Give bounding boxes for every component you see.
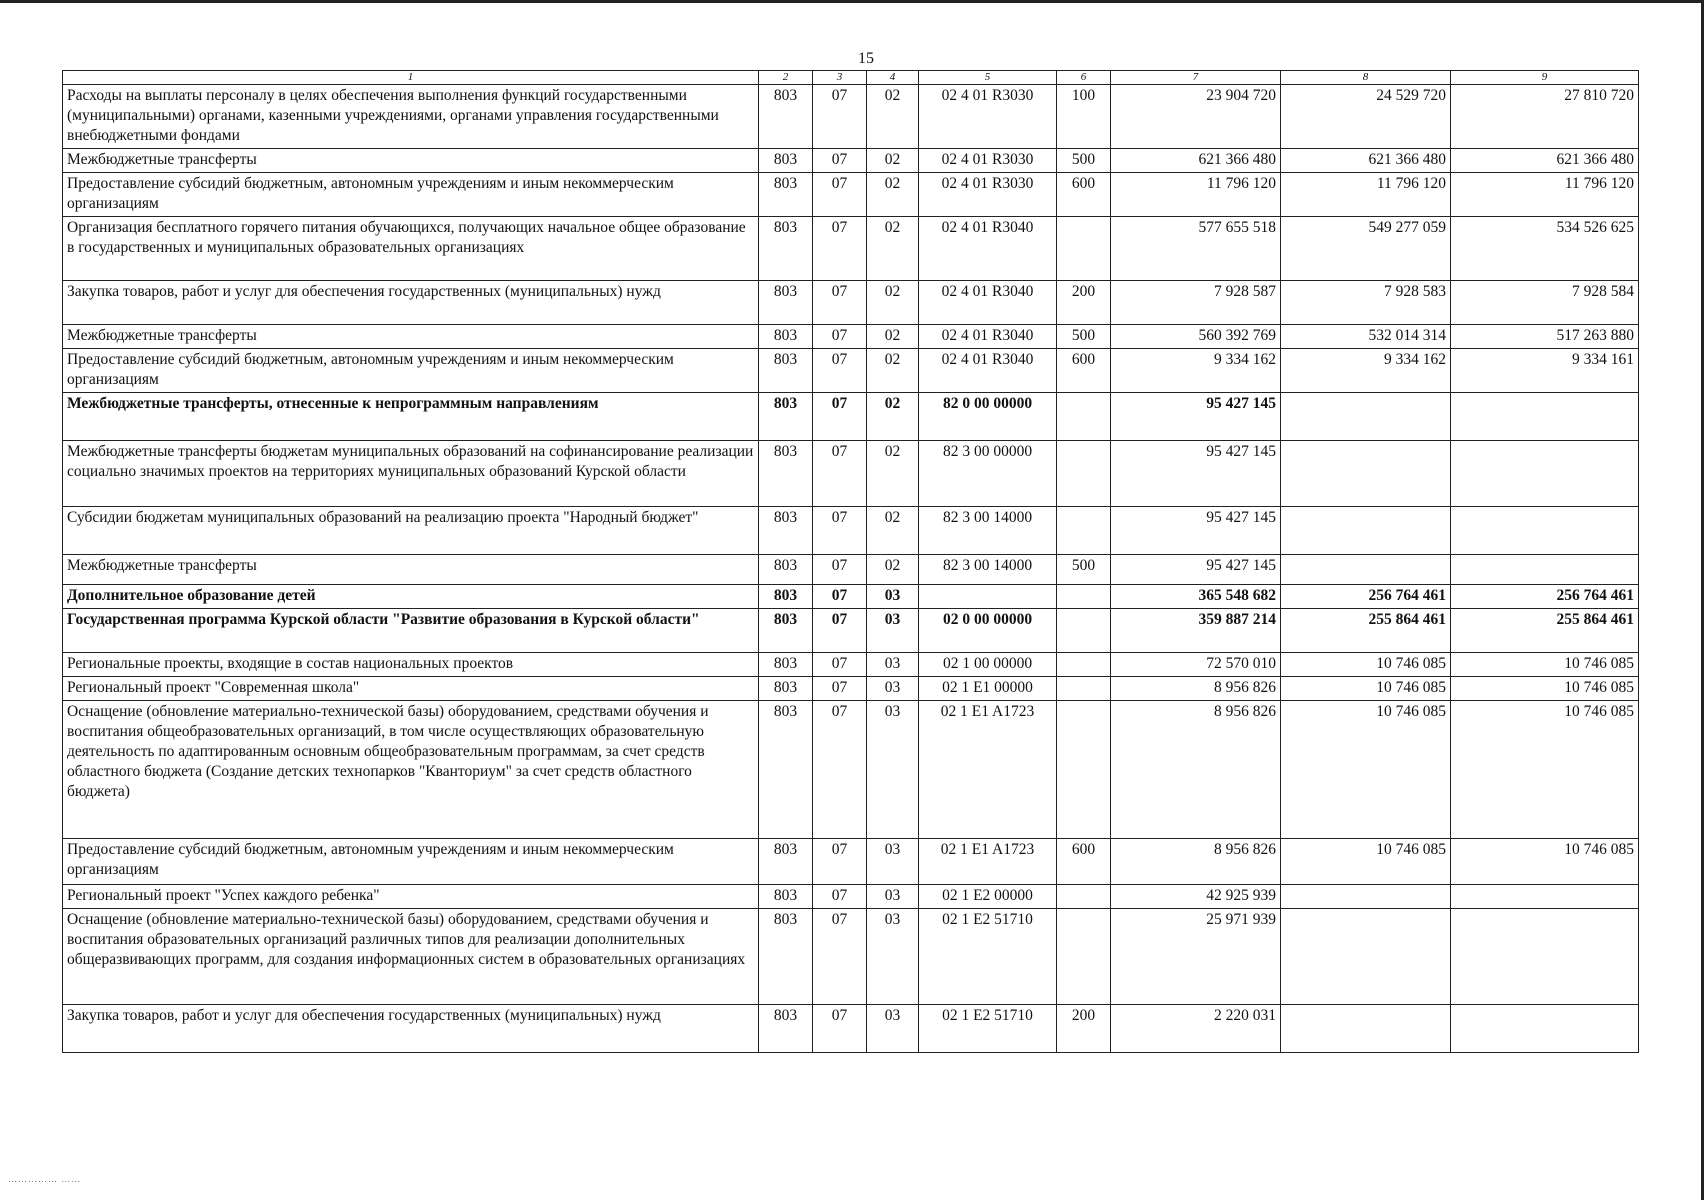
row-subsection-code: 03 xyxy=(867,585,919,609)
row-department-code: 803 xyxy=(759,85,813,149)
row-subsection-code: 02 xyxy=(867,349,919,393)
table-row xyxy=(63,585,1639,609)
row-amount-col7: 359 887 214 xyxy=(1111,609,1281,653)
table-row xyxy=(63,839,1639,885)
row-target-article: 02 4 01 R3040 xyxy=(919,325,1057,349)
row-section-code: 07 xyxy=(813,1005,867,1053)
row-amount-col8: 255 864 461 xyxy=(1281,609,1451,653)
row-amount-col7: 25 971 939 xyxy=(1111,909,1281,1005)
table-row xyxy=(63,217,1639,281)
page-number: 15 xyxy=(858,50,874,67)
row-section-code: 07 xyxy=(813,173,867,217)
row-amount-col7: 95 427 145 xyxy=(1111,555,1281,585)
row-target-article: 02 1 00 00000 xyxy=(919,653,1057,677)
row-amount-col7: 23 904 720 xyxy=(1111,85,1281,149)
row-description: Предоставление субсидий бюджетным, автономным учреждениям и иным некоммерческим организациям xyxy=(63,349,759,393)
row-amount-col8 xyxy=(1281,507,1451,555)
scan-footer-mark: …………… …… xyxy=(8,1174,82,1184)
table-row xyxy=(63,653,1639,677)
row-department-code: 803 xyxy=(759,507,813,555)
row-target-article: 02 4 01 R3030 xyxy=(919,173,1057,217)
row-target-article: 02 1 E1 00000 xyxy=(919,677,1057,701)
row-description: Предоставление субсидий бюджетным, автономным учреждениям и иным некоммерческим организациям xyxy=(63,173,759,217)
row-subsection-code: 03 xyxy=(867,885,919,909)
row-amount-col7: 621 366 480 xyxy=(1111,149,1281,173)
row-amount-col9 xyxy=(1451,441,1639,507)
row-amount-col9 xyxy=(1451,555,1639,585)
row-section-code: 07 xyxy=(813,149,867,173)
row-amount-col8: 621 366 480 xyxy=(1281,149,1451,173)
budget-table-container xyxy=(62,70,1638,1053)
row-expense-type xyxy=(1057,217,1111,281)
row-target-article: 02 1 E2 51710 xyxy=(919,909,1057,1005)
row-department-code: 803 xyxy=(759,653,813,677)
table-row xyxy=(63,701,1639,839)
row-amount-col8: 24 529 720 xyxy=(1281,85,1451,149)
row-amount-col9: 11 796 120 xyxy=(1451,173,1639,217)
row-amount-col9: 256 764 461 xyxy=(1451,585,1639,609)
row-section-code: 07 xyxy=(813,217,867,281)
row-section-code: 07 xyxy=(813,653,867,677)
row-section-code: 07 xyxy=(813,839,867,885)
row-subsection-code: 02 xyxy=(867,281,919,325)
row-target-article: 82 3 00 14000 xyxy=(919,507,1057,555)
column-number-2: 2 xyxy=(759,71,813,85)
row-amount-col7: 560 392 769 xyxy=(1111,325,1281,349)
row-subsection-code: 02 xyxy=(867,507,919,555)
row-amount-col8: 532 014 314 xyxy=(1281,325,1451,349)
table-row xyxy=(63,325,1639,349)
row-description: Закупка товаров, работ и услуг для обеспечения государственных (муниципальных) нужд xyxy=(63,1005,759,1053)
row-description: Межбюджетные трансферты xyxy=(63,149,759,173)
row-amount-col7: 8 956 826 xyxy=(1111,839,1281,885)
row-expense-type xyxy=(1057,507,1111,555)
column-number-9: 9 xyxy=(1451,71,1639,85)
row-department-code: 803 xyxy=(759,701,813,839)
row-description: Региональный проект "Успех каждого ребенка" xyxy=(63,885,759,909)
row-description: Закупка товаров, работ и услуг для обеспечения государственных (муниципальных) нужд xyxy=(63,281,759,325)
row-amount-col9: 9 334 161 xyxy=(1451,349,1639,393)
row-target-article: 82 0 00 00000 xyxy=(919,393,1057,441)
row-expense-type xyxy=(1057,393,1111,441)
row-subsection-code: 03 xyxy=(867,701,919,839)
row-amount-col8: 7 928 583 xyxy=(1281,281,1451,325)
row-section-code: 07 xyxy=(813,325,867,349)
row-amount-col7: 8 956 826 xyxy=(1111,701,1281,839)
table-row xyxy=(63,393,1639,441)
row-amount-col8: 10 746 085 xyxy=(1281,653,1451,677)
row-section-code: 07 xyxy=(813,909,867,1005)
scan-edge-top xyxy=(0,0,1704,3)
row-section-code: 07 xyxy=(813,609,867,653)
column-number-5: 5 xyxy=(919,71,1057,85)
row-target-article: 82 3 00 14000 xyxy=(919,555,1057,585)
row-expense-type: 200 xyxy=(1057,1005,1111,1053)
row-target-article: 02 4 01 R3030 xyxy=(919,149,1057,173)
row-description: Региональные проекты, входящие в состав национальных проектов xyxy=(63,653,759,677)
row-amount-col9: 27 810 720 xyxy=(1451,85,1639,149)
row-amount-col9: 517 263 880 xyxy=(1451,325,1639,349)
row-expense-type xyxy=(1057,701,1111,839)
table-body xyxy=(63,71,1639,1053)
row-amount-col7: 577 655 518 xyxy=(1111,217,1281,281)
row-amount-col9: 10 746 085 xyxy=(1451,677,1639,701)
table-row xyxy=(63,281,1639,325)
table-row xyxy=(63,149,1639,173)
row-description: Межбюджетные трансферты xyxy=(63,325,759,349)
row-department-code: 803 xyxy=(759,909,813,1005)
row-description: Дополнительное образование детей xyxy=(63,585,759,609)
row-amount-col8: 10 746 085 xyxy=(1281,701,1451,839)
row-section-code: 07 xyxy=(813,507,867,555)
row-amount-col7: 42 925 939 xyxy=(1111,885,1281,909)
row-subsection-code: 02 xyxy=(867,85,919,149)
row-department-code: 803 xyxy=(759,609,813,653)
row-subsection-code: 02 xyxy=(867,217,919,281)
row-expense-type: 500 xyxy=(1057,555,1111,585)
row-amount-col7: 95 427 145 xyxy=(1111,507,1281,555)
column-number-4: 4 xyxy=(867,71,919,85)
column-number-1: 1 xyxy=(63,71,759,85)
row-amount-col8 xyxy=(1281,555,1451,585)
row-amount-col7: 2 220 031 xyxy=(1111,1005,1281,1053)
row-section-code: 07 xyxy=(813,393,867,441)
row-expense-type: 100 xyxy=(1057,85,1111,149)
row-description: Межбюджетные трансферты, отнесенные к непрограммным направлениям xyxy=(63,393,759,441)
row-subsection-code: 02 xyxy=(867,149,919,173)
row-amount-col8: 549 277 059 xyxy=(1281,217,1451,281)
row-amount-col7: 95 427 145 xyxy=(1111,441,1281,507)
row-description: Расходы на выплаты персоналу в целях обеспечения выполнения функций государственными (муниципальными) органами, казенными учреждениями, органами управления государственными внебюджетными фондами xyxy=(63,85,759,149)
budget-table xyxy=(62,70,1639,1053)
row-description: Межбюджетные трансферты бюджетам муниципальных образований на софинансирование реализации социально значимых проектов на территориях муниципальных образований Курской области xyxy=(63,441,759,507)
row-subsection-code: 03 xyxy=(867,609,919,653)
row-subsection-code: 03 xyxy=(867,653,919,677)
row-description: Региональный проект "Современная школа" xyxy=(63,677,759,701)
table-row xyxy=(63,85,1639,149)
row-expense-type: 600 xyxy=(1057,839,1111,885)
row-expense-type: 500 xyxy=(1057,149,1111,173)
row-target-article: 02 4 01 R3040 xyxy=(919,217,1057,281)
row-target-article: 02 1 E1 A1723 xyxy=(919,839,1057,885)
row-expense-type xyxy=(1057,909,1111,1005)
row-target-article: 02 1 E1 A1723 xyxy=(919,701,1057,839)
row-subsection-code: 02 xyxy=(867,393,919,441)
row-amount-col9 xyxy=(1451,885,1639,909)
row-amount-col9: 10 746 085 xyxy=(1451,839,1639,885)
row-amount-col9 xyxy=(1451,393,1639,441)
row-department-code: 803 xyxy=(759,441,813,507)
row-department-code: 803 xyxy=(759,555,813,585)
row-subsection-code: 03 xyxy=(867,839,919,885)
column-number-6: 6 xyxy=(1057,71,1111,85)
row-section-code: 07 xyxy=(813,281,867,325)
row-target-article: 02 4 01 R3040 xyxy=(919,281,1057,325)
row-department-code: 803 xyxy=(759,349,813,393)
row-subsection-code: 02 xyxy=(867,555,919,585)
row-department-code: 803 xyxy=(759,173,813,217)
row-department-code: 803 xyxy=(759,885,813,909)
row-amount-col8: 256 764 461 xyxy=(1281,585,1451,609)
row-department-code: 803 xyxy=(759,1005,813,1053)
row-amount-col8: 10 746 085 xyxy=(1281,839,1451,885)
row-target-article: 82 3 00 00000 xyxy=(919,441,1057,507)
row-subsection-code: 02 xyxy=(867,441,919,507)
table-row xyxy=(63,555,1639,585)
row-amount-col8 xyxy=(1281,441,1451,507)
row-target-article: 02 0 00 00000 xyxy=(919,609,1057,653)
row-subsection-code: 02 xyxy=(867,325,919,349)
row-expense-type: 200 xyxy=(1057,281,1111,325)
row-expense-type xyxy=(1057,585,1111,609)
row-department-code: 803 xyxy=(759,325,813,349)
column-number-row xyxy=(63,71,1639,85)
table-row xyxy=(63,507,1639,555)
row-amount-col9: 255 864 461 xyxy=(1451,609,1639,653)
row-amount-col9 xyxy=(1451,909,1639,1005)
row-expense-type xyxy=(1057,677,1111,701)
table-row xyxy=(63,1005,1639,1053)
table-row xyxy=(63,349,1639,393)
row-amount-col7: 72 570 010 xyxy=(1111,653,1281,677)
row-target-article: 02 4 01 R3040 xyxy=(919,349,1057,393)
table-row xyxy=(63,909,1639,1005)
row-section-code: 07 xyxy=(813,885,867,909)
row-target-article: 02 4 01 R3030 xyxy=(919,85,1057,149)
row-amount-col9: 10 746 085 xyxy=(1451,701,1639,839)
row-amount-col8 xyxy=(1281,1005,1451,1053)
row-amount-col9 xyxy=(1451,1005,1639,1053)
row-amount-col7: 7 928 587 xyxy=(1111,281,1281,325)
row-amount-col9: 621 366 480 xyxy=(1451,149,1639,173)
row-amount-col9: 534 526 625 xyxy=(1451,217,1639,281)
row-section-code: 07 xyxy=(813,585,867,609)
row-amount-col8: 9 334 162 xyxy=(1281,349,1451,393)
row-amount-col7: 365 548 682 xyxy=(1111,585,1281,609)
table-row xyxy=(63,609,1639,653)
row-description: Межбюджетные трансферты xyxy=(63,555,759,585)
column-number-8: 8 xyxy=(1281,71,1451,85)
row-department-code: 803 xyxy=(759,149,813,173)
row-subsection-code: 03 xyxy=(867,1005,919,1053)
row-description: Оснащение (обновление материально-технической базы) оборудованием, средствами обучения и воспитания общеобразовательных организаций, в том числе осуществляющих образовательную деятельность по адаптированным основным общеобразовательным программам, за счет средств областного бюджета (Создание детских технопарков "Кванториум" за счет средств областного бюджета) xyxy=(63,701,759,839)
column-number-7: 7 xyxy=(1111,71,1281,85)
row-description: Субсидии бюджетам муниципальных образований на реализацию проекта "Народный бюджет" xyxy=(63,507,759,555)
row-department-code: 803 xyxy=(759,393,813,441)
row-description: Предоставление субсидий бюджетным, автономным учреждениям и иным некоммерческим организациям xyxy=(63,839,759,885)
row-description: Государственная программа Курской области "Развитие образования в Курской области" xyxy=(63,609,759,653)
row-amount-col7: 9 334 162 xyxy=(1111,349,1281,393)
row-target-article xyxy=(919,585,1057,609)
row-expense-type: 600 xyxy=(1057,173,1111,217)
row-section-code: 07 xyxy=(813,349,867,393)
row-description: Организация бесплатного горячего питания обучающихся, получающих начальное общее образование в государственных и муниципальных образовательных организациях xyxy=(63,217,759,281)
row-amount-col8: 11 796 120 xyxy=(1281,173,1451,217)
row-expense-type xyxy=(1057,885,1111,909)
row-department-code: 803 xyxy=(759,217,813,281)
row-expense-type xyxy=(1057,609,1111,653)
row-section-code: 07 xyxy=(813,555,867,585)
row-amount-col7: 11 796 120 xyxy=(1111,173,1281,217)
table-row xyxy=(63,677,1639,701)
row-amount-col7: 95 427 145 xyxy=(1111,393,1281,441)
row-amount-col7: 8 956 826 xyxy=(1111,677,1281,701)
row-target-article: 02 1 E2 51710 xyxy=(919,1005,1057,1053)
row-department-code: 803 xyxy=(759,677,813,701)
row-amount-col8 xyxy=(1281,393,1451,441)
row-expense-type xyxy=(1057,653,1111,677)
row-amount-col8 xyxy=(1281,909,1451,1005)
row-expense-type xyxy=(1057,441,1111,507)
row-expense-type: 500 xyxy=(1057,325,1111,349)
row-target-article: 02 1 E2 00000 xyxy=(919,885,1057,909)
table-row xyxy=(63,441,1639,507)
row-section-code: 07 xyxy=(813,677,867,701)
row-section-code: 07 xyxy=(813,701,867,839)
row-amount-col8 xyxy=(1281,885,1451,909)
row-department-code: 803 xyxy=(759,839,813,885)
row-department-code: 803 xyxy=(759,281,813,325)
row-amount-col9: 10 746 085 xyxy=(1451,653,1639,677)
row-department-code: 803 xyxy=(759,585,813,609)
row-amount-col9 xyxy=(1451,507,1639,555)
row-subsection-code: 02 xyxy=(867,173,919,217)
row-amount-col9: 7 928 584 xyxy=(1451,281,1639,325)
row-section-code: 07 xyxy=(813,85,867,149)
column-number-3: 3 xyxy=(813,71,867,85)
row-amount-col8: 10 746 085 xyxy=(1281,677,1451,701)
table-row xyxy=(63,173,1639,217)
table-row xyxy=(63,885,1639,909)
row-expense-type: 600 xyxy=(1057,349,1111,393)
row-subsection-code: 03 xyxy=(867,677,919,701)
row-section-code: 07 xyxy=(813,441,867,507)
row-subsection-code: 03 xyxy=(867,909,919,1005)
row-description: Оснащение (обновление материально-технической базы) оборудованием, средствами обучения и воспитания образовательных организаций различных типов для реализации дополнительных общеразвивающих программ, для создания информационных систем в образовательных организациях xyxy=(63,909,759,1005)
